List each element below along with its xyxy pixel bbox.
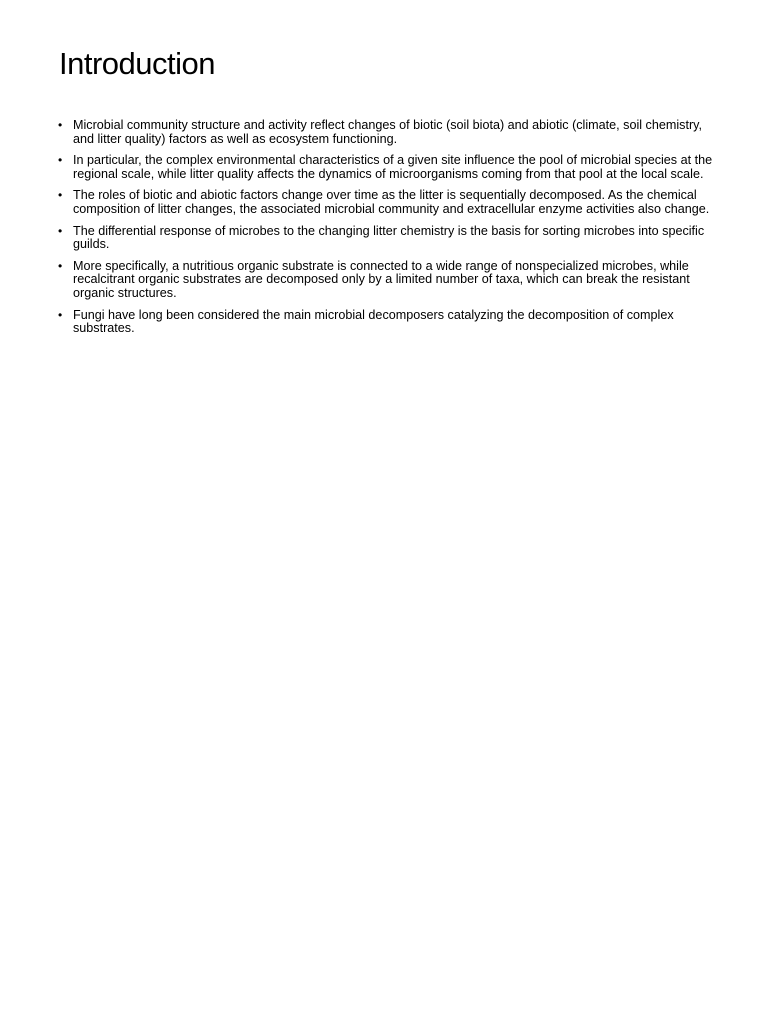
bullet-icon: • xyxy=(58,223,63,238)
bullet-icon: • xyxy=(58,118,63,132)
list-item xyxy=(56,225,716,252)
bullet-list xyxy=(56,119,716,344)
page-title: Introduction xyxy=(59,46,215,81)
bullet-text: More specifically, a nutritious organic substrate is connected to a wide range of nonspecialized microbes, while recalcitrant organic substrates are decomposed only by a limited number of taxa, which can break the resistant organic structures. xyxy=(73,258,690,300)
bullet-icon: • xyxy=(58,258,63,273)
list-item xyxy=(56,119,716,146)
bullet-text: The differential response of microbes to the changing litter chemistry is the basis for sorting microbes into specific guilds. xyxy=(73,223,705,252)
bullet-text: In particular, the complex environmental characteristics of a given site influence the pool of microbial species at the regional scale, while litter quality affects the dynamics of microorganisms coming from that pool at the local scale. xyxy=(73,153,713,181)
bullet-icon: • xyxy=(58,188,63,203)
list-item xyxy=(56,309,716,336)
bullet-text: Fungi have long been considered the main microbial decomposers catalyzing the decomposition of complex substrates. xyxy=(73,307,674,336)
bullet-text: Microbial community structure and activity reflect changes of biotic (soil biota) and abiotic (climate, soil chemistry, and litter quality) factors as well as ecosystem functioning. xyxy=(73,118,702,146)
list-item xyxy=(56,260,716,301)
bullet-icon: • xyxy=(58,153,63,168)
bullet-text: The roles of biotic and abiotic factors change over time as the litter is sequentially decomposed. As the chemical composition of litter changes, the associated microbial community and extracellular enzyme activities also change. xyxy=(73,188,710,216)
list-item xyxy=(56,154,716,181)
bullet-icon: • xyxy=(58,307,63,322)
list-item xyxy=(56,189,716,216)
